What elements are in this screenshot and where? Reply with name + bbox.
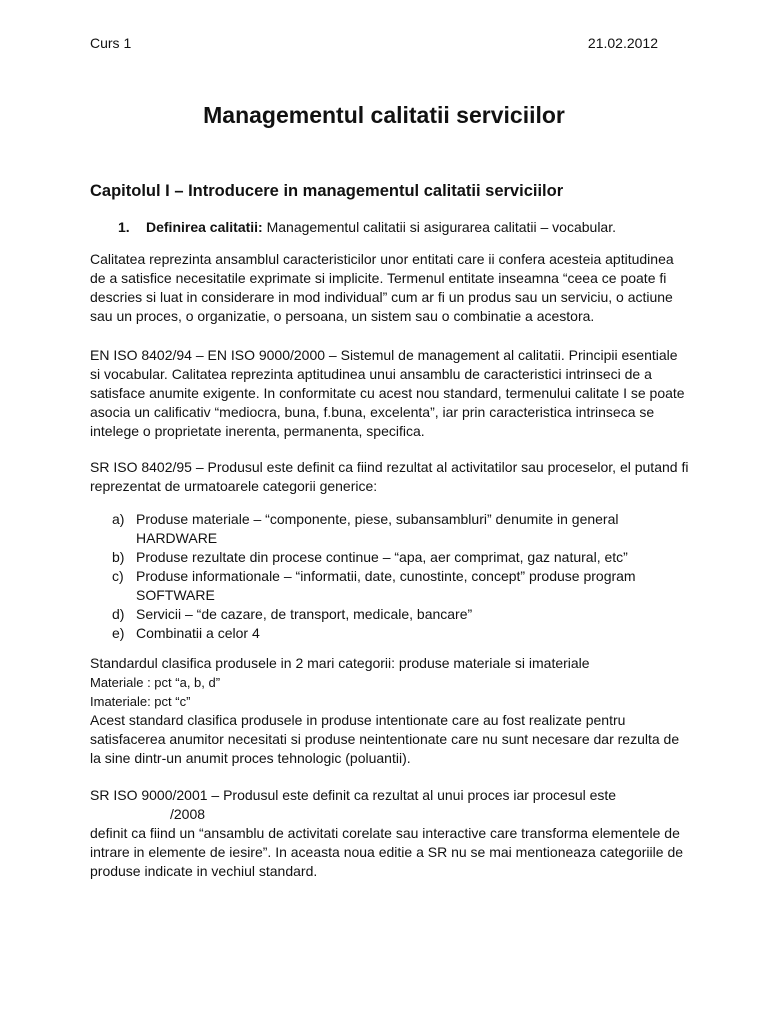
list-item <box>112 605 672 624</box>
list-item-text: Produse rezultate din procese continue – “apa, aer comprimat, gaz natural, etc” <box>136 549 628 565</box>
list-item-text: Servicii – “de cazare, de transport, medicale, bancare” <box>136 606 473 622</box>
list-item-text: Combinatii a celor 4 <box>136 625 260 641</box>
paragraph-en-iso <box>90 346 690 441</box>
paragraph-text: Calitatea reprezinta ansamblul caracteristicilor unor entitati care ii confera acesteia aptitudinea de a satisfice necesitatile exprimate si implicite. Termenul entitate inseamna “ceea ce poate fi descries si luat in considerare in mod individual” cum ar fi un produs sau un serviciu, o actiune sau un proces, o organizatie, o persoana, un sistem sau o combinatie a acestora. <box>90 251 674 324</box>
list-item <box>112 567 672 605</box>
chapter-heading: Capitolul I – Introducere in managementul calitatii serviciilor <box>90 182 564 200</box>
paragraph-line: /2008 <box>170 806 206 822</box>
numbered-item-1 <box>118 218 678 237</box>
list-item <box>112 548 672 567</box>
list-marker: e) <box>112 625 125 641</box>
list-item <box>112 510 672 548</box>
paragraph-text: EN ISO 8402/94 – EN ISO 9000/2000 – Sistemul de management al calitatii. Principii esentiale si vocabular. Calitatea reprezinta aptitudinea unui ansamblu de caracteristici intrinseci de a satisface anumite exigente. In conformitate cu acest nou standard, termenului calitate I se poate asocia un calificativ “mediocra, buna, f.buna, excelenta”, iar prin caracteristica intrinseca se intelege o proprietate inerenta, permanenta, specifica. <box>90 347 685 439</box>
paragraph-calitatea <box>90 250 690 326</box>
header-date: 21.02.2012 <box>587 35 658 51</box>
list-marker: d) <box>112 606 125 622</box>
paragraph-classification <box>90 654 690 768</box>
item-label: Definirea calitatii: <box>146 219 263 235</box>
product-categories-list <box>112 510 672 643</box>
paragraph-sr-iso-8402 <box>90 458 690 496</box>
paragraph-line: SR ISO 9000/2001 – Produsul este definit ca rezultat al unui proces iar procesul este <box>90 787 617 803</box>
list-marker: b) <box>112 549 125 565</box>
paragraph-line: definit ca fiind un “ansamblu de activitati corelate sau interactive care transforma elementele de intrare in elemente de iesire”. In aceasta noua editie a SR nu se mai mentioneaza categoriile de produse indicate in vechiul standard. <box>90 825 684 879</box>
document-title: Managementul calitatii serviciilor <box>203 102 565 128</box>
list-item-text: Produse materiale – “componente, piese, subansambluri” denumite in general HARDWARE <box>136 511 619 546</box>
paragraph-line: Standardul clasifica produsele in 2 mari categorii: produse materiale si imateriale <box>90 655 590 671</box>
paragraph-line: Imateriale: pct “c” <box>90 694 191 709</box>
item-text: Managementul calitatii si asigurarea calitatii – vocabular. <box>262 219 616 235</box>
list-marker: c) <box>112 568 124 584</box>
paragraph-sr-iso-9000 <box>90 786 690 881</box>
header-course: Curs 1 <box>90 35 132 51</box>
paragraph-text: SR ISO 8402/95 – Produsul este definit ca fiind rezultat al activitatilor sau proceselor, el putand fi reprezentat de urmatoarele categorii generice: <box>90 459 689 494</box>
list-marker: a) <box>112 511 125 527</box>
item-number: 1. <box>118 219 130 235</box>
paragraph-line: Acest standard clasifica produsele in produse intentionate care au fost realizate pentru satisfacerea anumitor necesitati si produse neintentionate care nu sunt necesare dar rezulta de la sine dintr-un anumit proces tehnologic (poluantii). <box>90 712 680 766</box>
list-item <box>112 624 672 643</box>
paragraph-line: Materiale : pct “a, b, d” <box>90 675 221 690</box>
list-item-text: Produse informationale – “informatii, date, cunostinte, concept” produse program SOFTWARE <box>136 568 636 603</box>
